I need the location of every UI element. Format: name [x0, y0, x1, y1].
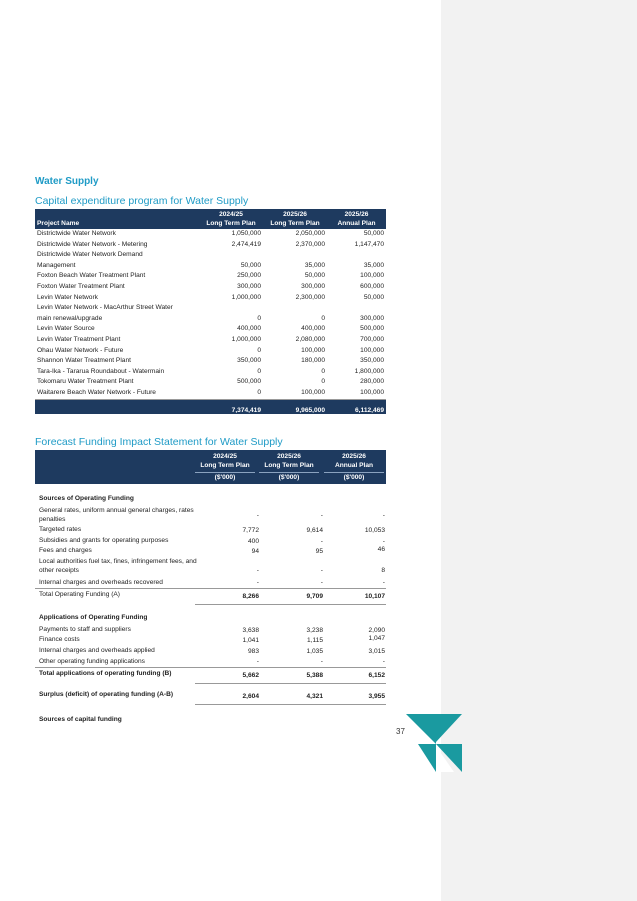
row-value: 3,638	[242, 627, 259, 634]
row-value: -	[382, 538, 385, 545]
value-cell: 0	[257, 314, 261, 322]
value-cell: 100,000	[301, 346, 325, 354]
value-cell: 400,000	[237, 325, 261, 333]
row-value: 1,035	[306, 648, 323, 655]
row-value: -	[382, 512, 385, 519]
value-cell: 350,000	[360, 357, 384, 365]
row-value: -	[320, 512, 323, 519]
col2-year: 2025/26	[283, 211, 307, 218]
col1-header	[199, 209, 263, 229]
fis-col1-year: 2024/25	[213, 453, 237, 460]
row-value: 2,090	[368, 627, 385, 634]
comment-pane	[441, 0, 637, 901]
value-cell	[327, 303, 386, 314]
project-name-cell: Tara-Ika - Tararua Roundabout - Watermain	[37, 367, 165, 375]
value-cell: 1,800,000	[354, 367, 384, 375]
row-label: Payments to staff and suppliers	[39, 626, 131, 633]
project-name-cell: Foxton Water Treatment Plant	[37, 282, 125, 290]
row-value: 3,015	[368, 648, 385, 655]
value-cell: 180,000	[301, 357, 325, 365]
project-name-cell: Ohau Water Network - Future	[37, 346, 124, 354]
row-value: -	[320, 579, 323, 586]
value-cell: 100,000	[360, 272, 384, 280]
fis-col3-plan: Annual Plan	[334, 462, 374, 469]
value-cell: 0	[321, 378, 325, 386]
row-value: 94	[251, 548, 259, 555]
value-cell: 50,000	[240, 261, 261, 269]
fis-col1-header	[195, 452, 255, 470]
row-value: -	[256, 658, 259, 665]
value-cell: 500,000	[237, 378, 261, 386]
value-cell: 400,000	[301, 325, 325, 333]
total-col2: 9,965,000	[263, 399, 327, 414]
value-cell: 300,000	[360, 314, 384, 322]
row-label: General rates, uniform annual general charges, rates penalties	[39, 507, 194, 523]
fis-col3-unit: ($'000)	[324, 472, 384, 481]
fis-header	[35, 450, 386, 484]
row-label: Subsidies and grants for operating purposes	[39, 537, 169, 544]
row-value: 3,955	[368, 693, 385, 700]
row-value: 6,152	[368, 672, 385, 679]
col2-header	[263, 209, 327, 229]
table-row	[35, 303, 386, 314]
value-cell: 2,080,000	[295, 335, 325, 343]
row-value: 5,388	[306, 672, 323, 679]
fis-col2-header	[259, 452, 319, 470]
row-value: -	[256, 512, 259, 519]
value-cell: 2,050,000	[295, 230, 325, 237]
divider	[35, 667, 386, 668]
value-cell: 35,000	[363, 261, 384, 269]
table-row	[35, 388, 386, 399]
value-cell: 2,370,000	[295, 240, 325, 248]
value-cell	[327, 250, 386, 261]
row-value: -	[382, 579, 385, 586]
row-value: 983	[247, 648, 259, 655]
value-cell: 300,000	[237, 282, 261, 290]
value-cell: 0	[321, 367, 325, 375]
row-value: -	[320, 538, 323, 545]
row-value: 2,604	[242, 693, 259, 700]
row-value: 3,238	[306, 627, 323, 634]
table-row	[35, 314, 386, 325]
table-row	[35, 250, 386, 261]
capex-total-row	[35, 399, 386, 414]
value-cell: 350,000	[237, 357, 261, 365]
section-title: Water Supply	[35, 176, 99, 187]
value-cell: 100,000	[327, 388, 386, 399]
divider	[195, 683, 386, 684]
value-cell: 700,000	[360, 335, 384, 343]
value-cell: 600,000	[360, 282, 384, 290]
fis-col2-plan: Long Term Plan	[264, 462, 314, 469]
col3-plan: Annual Plan	[337, 220, 376, 227]
value-cell: 100,000	[263, 388, 327, 399]
triangle-logo-icon	[402, 714, 464, 774]
row-value: -	[256, 567, 259, 574]
row-label: Local authorities fuel tax, fines, infringement fees, and other receipts	[39, 558, 197, 574]
col1-year: 2024/25	[219, 211, 243, 218]
divider	[195, 704, 386, 705]
row-value: 4,321	[306, 693, 323, 700]
row-value: -	[320, 658, 323, 665]
row-value: 95	[315, 548, 323, 555]
fis-col3-year: 2025/26	[342, 453, 366, 460]
table-row	[35, 240, 386, 251]
col2-plan: Long Term Plan	[270, 220, 320, 227]
value-cell: 2,474,419	[231, 240, 261, 248]
page-number: 37	[396, 727, 405, 736]
project-name-header: Project Name	[35, 209, 199, 229]
value-cell	[199, 303, 263, 314]
table-row	[35, 293, 386, 304]
value-cell: 0	[257, 367, 261, 375]
applications-operating-text: Applications of Operating Funding	[39, 614, 148, 621]
row-value: -	[382, 658, 385, 665]
fis-col2-year: 2025/26	[277, 453, 301, 460]
row-label: Total applications of operating funding (B)	[39, 670, 172, 677]
fis-col2-unit: ($'000)	[259, 472, 319, 481]
row-value: 8,266	[242, 593, 259, 600]
row-value: 46	[377, 546, 385, 553]
table-row	[35, 229, 386, 240]
value-cell: 35,000	[304, 261, 325, 269]
row-value: 9,709	[306, 593, 323, 600]
row-value: 10,053	[364, 527, 385, 534]
value-cell	[263, 303, 327, 314]
value-cell: 50,000	[304, 272, 325, 280]
value-cell: 1,147,470	[354, 240, 384, 248]
row-label: Fees and charges	[39, 547, 92, 554]
col3-year: 2025/26	[344, 211, 369, 218]
table-row	[35, 367, 386, 378]
row-value: -	[320, 567, 323, 574]
capex-table	[35, 209, 386, 414]
col3-header	[327, 209, 386, 229]
table-row	[35, 356, 386, 367]
project-name-cell: Levin Water Network	[37, 293, 98, 301]
project-name-cell: Districtwide Water Network - Metering	[37, 240, 148, 248]
row-value: 1,047	[368, 635, 385, 642]
project-name-cell: Shannon Water Treatment Plant	[37, 357, 131, 365]
value-cell: 0	[199, 388, 263, 399]
project-name-cell: Districtwide Water Network	[37, 230, 116, 237]
value-cell: 250,000	[237, 272, 261, 280]
project-name-cell: Foxton Beach Water Treatment Plant	[37, 272, 146, 280]
capex-heading: Capital expenditure program for Water Supply	[35, 195, 249, 207]
value-cell	[263, 250, 327, 261]
value-cell: 280,000	[360, 378, 384, 386]
fis-col1-unit: ($'000)	[195, 472, 255, 481]
sources-capital-text: Sources of capital funding	[39, 716, 122, 723]
row-value: 400	[247, 538, 259, 545]
table-row	[35, 335, 386, 346]
value-cell	[199, 250, 263, 261]
col1-plan: Long Term Plan	[206, 220, 256, 227]
project-name-cell: Waitarere Beach Water Network - Future	[35, 388, 199, 399]
total-col3: 6,112,469	[327, 399, 386, 414]
project-name-cell: Districtwide Water Network Demand	[37, 251, 143, 259]
table-row	[35, 346, 386, 357]
value-cell: 500,000	[360, 325, 384, 333]
table-row	[35, 377, 386, 388]
project-name-cell: main renewal/upgrade	[37, 314, 103, 322]
total-col1: 7,374,419	[199, 399, 263, 414]
row-label: Internal charges and overheads recovered	[39, 579, 163, 586]
table-row	[35, 271, 386, 282]
row-label: Targeted rates	[39, 526, 82, 533]
capex-header-row	[35, 209, 386, 229]
value-cell: 100,000	[360, 346, 384, 354]
project-name-cell: Levin Water Network - MacArthur Street Water	[37, 304, 173, 312]
row-label: Finance costs	[39, 636, 80, 643]
row-value: 9,614	[306, 527, 323, 534]
row-label: Total Operating Funding (A)	[39, 591, 120, 598]
row-label: Internal charges and overheads applied	[39, 647, 155, 654]
value-cell: 50,000	[363, 230, 384, 237]
table-row	[35, 282, 386, 293]
row-label: Other operating funding applications	[39, 658, 145, 665]
project-name-cell: Management	[37, 261, 76, 269]
value-cell: 2,300,000	[295, 293, 325, 301]
table-row	[35, 261, 386, 272]
project-name-cell: Tokomaru Water Treatment Plant	[37, 378, 134, 386]
value-cell: 0	[321, 314, 325, 322]
table-row	[35, 324, 386, 335]
row-value: 7,772	[242, 527, 259, 534]
fis-col1-plan: Long Term Plan	[200, 462, 250, 469]
row-label: Surplus (deficit) of operating funding (A-B)	[39, 691, 174, 698]
value-cell: 50,000	[363, 293, 384, 301]
value-cell: 1,000,000	[231, 335, 261, 343]
value-cell: 1,000,000	[231, 293, 261, 301]
row-value: 1,041	[242, 637, 259, 644]
divider	[195, 604, 386, 605]
row-value: 8	[381, 567, 385, 574]
value-cell: 300,000	[301, 282, 325, 290]
fis-heading: Forecast Funding Impact Statement for Water Supply	[35, 436, 283, 448]
value-cell: 0	[257, 346, 261, 354]
value-cell: 1,050,000	[231, 230, 261, 237]
row-value: 10,107	[364, 593, 385, 600]
project-name-cell: Levin Water Source	[37, 325, 95, 333]
divider	[35, 588, 386, 589]
sources-operating-text: Sources of Operating Funding	[39, 495, 134, 502]
row-value: 1,115	[306, 637, 323, 644]
total-label	[35, 399, 199, 414]
row-value: -	[256, 579, 259, 586]
fis-col3-header	[324, 452, 384, 470]
project-name-cell: Levin Water Treatment Plant	[37, 335, 121, 343]
row-value: 5,662	[242, 672, 259, 679]
